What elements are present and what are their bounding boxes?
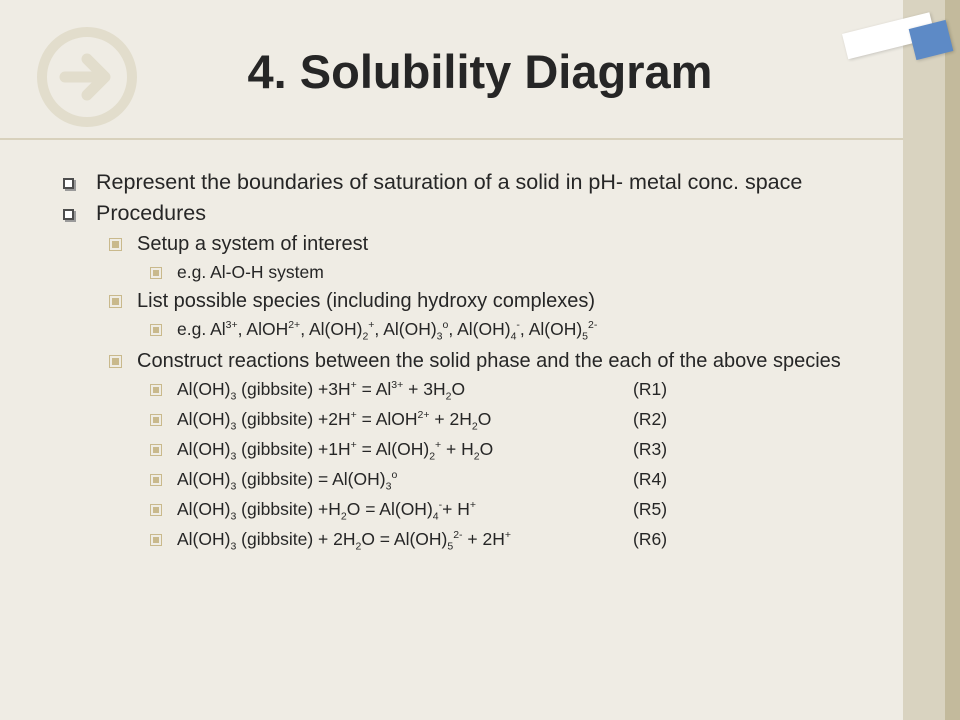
reaction-r2 [60,409,860,433]
reaction-r5 [60,499,860,523]
bullet-procedures [60,201,860,227]
reaction-label: (R6) [633,529,668,550]
reaction-r6 [60,529,860,553]
bullet-text: Construct reactions between the solid phase and the each of the above species [137,349,841,372]
checkbox-bullet-icon [63,178,74,189]
bullet-boundaries [60,170,860,196]
bullet-text: e.g. Al-O-H system [177,261,324,282]
reaction-r3 [60,439,860,463]
bullet-text: Setup a system of interest [137,232,369,255]
reaction-label: (R1) [633,378,668,399]
square-bullet-icon [151,415,161,425]
reaction-label: (R5) [633,499,668,520]
square-bullet-icon [110,239,121,250]
reaction-equation: $Al(OH)_3$ (gibbsite) = $Al(OH)_3^o$ [177,468,398,493]
slide-content [60,170,860,559]
reaction-equation: $Al(OH)_3$ (gibbsite) +2H+ = AlOH$^{2+}$ + $2H_2O$ [177,408,492,433]
title-divider [0,138,903,140]
bullet-al-o-h-system [60,262,860,283]
reaction-equation: $Al(OH)_3$ (gibbsite) + $2H_2O = Al(OH)_5^{2-} + 2H^+$ [177,529,512,553]
square-bullet-icon [151,535,161,545]
reaction-label: (R4) [633,468,668,489]
reaction-label: (R2) [633,408,668,429]
bullet-setup-system [60,232,860,256]
square-bullet-icon [151,445,161,455]
reaction-r4 [60,469,860,493]
square-bullet-icon [151,268,161,278]
reaction-label: (R3) [633,438,668,459]
bullet-text: Represent the boundaries of saturation of a solid in pH- metal conc. space [96,170,803,194]
bullet-species-list [60,319,860,343]
page-title: 4. Solubility Diagram [247,45,713,98]
species-line: e.g. $Al^{3+}$, AlOH$^{2+}$, $Al(OH)_2^+$, $Al(OH)_3^o$, $Al(OH)_4^-$, $Al(OH)_5^{2-}$ [177,318,598,343]
bullet-list-species [60,289,860,313]
right-decor-strip-dark [945,0,960,720]
bullet-construct-reactions [60,349,860,373]
reaction-equation: $Al(OH)_3$ (gibbsite) $+1H^+ = Al(OH)_2^+ + H_2O$ [177,438,494,463]
checkbox-bullet-icon [63,209,74,220]
square-bullet-icon [110,296,121,307]
square-bullet-icon [151,505,161,515]
reaction-r1 [60,379,860,403]
right-decor-strip [903,0,945,720]
square-bullet-icon [110,356,121,367]
bullet-text: List possible species (including hydroxy complexes) [137,289,595,312]
bullet-text: Procedures [96,200,206,225]
square-bullet-icon [151,385,161,395]
square-bullet-icon [151,475,161,485]
reaction-equation: $Al(OH)_3$ (gibbsite) $+3H^+ = Al^{3+} + 3H_2O$ [177,378,466,403]
reaction-equation: $Al(OH)_3$ (gibbsite) $+H_2O = Al(OH)_4^-+ H^+$ [177,499,476,523]
square-bullet-icon [151,325,161,335]
